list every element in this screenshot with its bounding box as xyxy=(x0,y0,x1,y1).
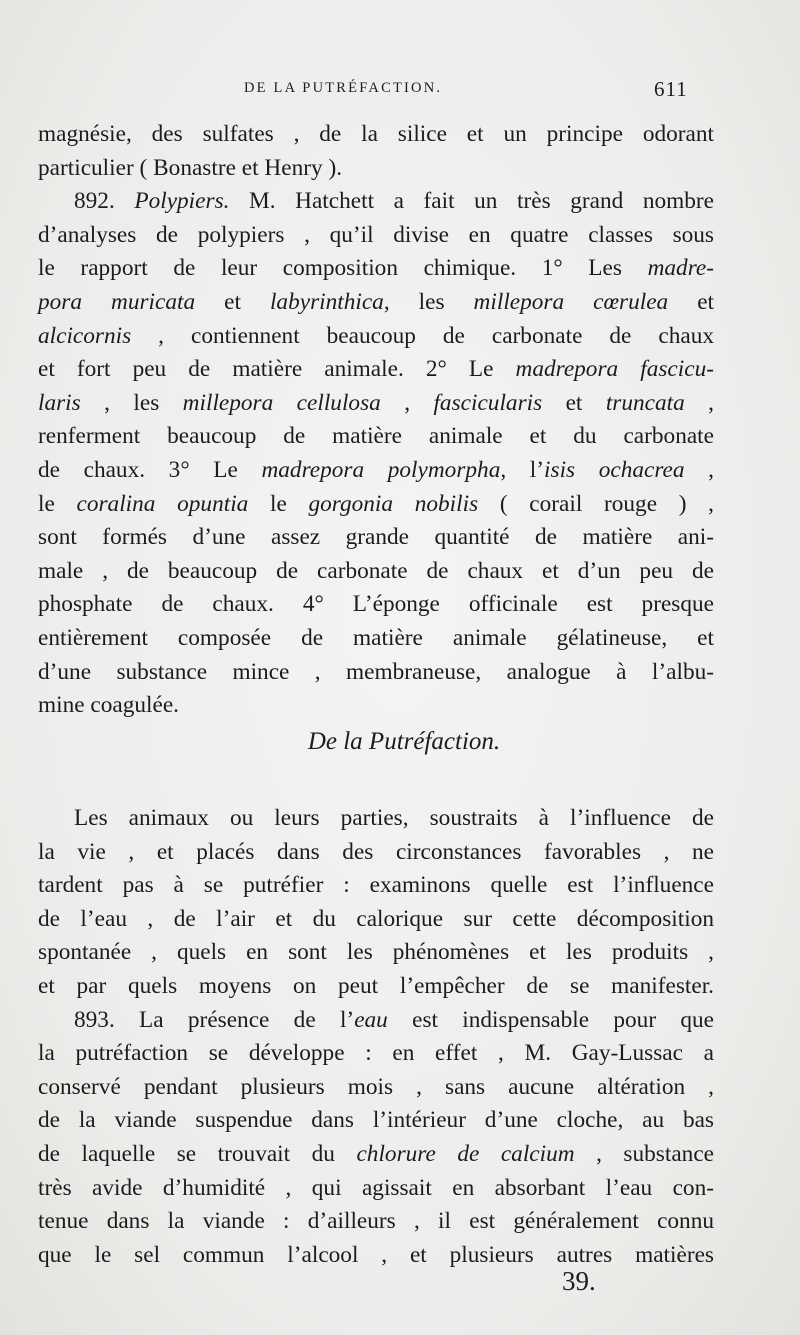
text-line: male , de beaucoup de carbonate de chaux et d’un peu de xyxy=(38,557,714,584)
text-line: tardent pas à se putréfier : examinons quelle est l’influence xyxy=(38,872,714,899)
text-line: la vie , et placés dans des circonstances favorables , ne xyxy=(38,838,714,865)
running-title: DE LA PUTRÉFACTION. xyxy=(244,80,443,96)
italic-term: gorgonia nobilis xyxy=(308,490,479,517)
text-line: d’analyses de polypiers , qu’il divise en quatre classes sous xyxy=(38,221,714,248)
text-line: et par quels moyens on peut l’empêcher de se manifester. xyxy=(38,972,714,999)
text-line: 893. La présence de l’eau est indispensable pour que xyxy=(74,1006,714,1033)
text-line: Les animaux ou leurs parties, soustraits à l’influence de xyxy=(74,805,714,831)
signature-mark: 39. xyxy=(562,1266,596,1296)
italic-term: madrepora polymorpha, xyxy=(261,456,507,483)
page-number: 611 xyxy=(654,77,688,101)
text-line: entièrement composée de matière animale gélatineuse, et xyxy=(38,624,714,651)
italic-term: laris xyxy=(38,389,81,416)
italic-term: truncata xyxy=(605,389,685,416)
running-head xyxy=(0,77,800,104)
paragraph-polypiers xyxy=(38,118,714,723)
text-line: le rapport de leur composition chimique. 1° Les madre- xyxy=(38,255,714,282)
text-line: la putréfaction se développe : en effet , M. Gay-Lussac a xyxy=(38,1040,714,1067)
text-line: sont formés d’une assez grande quantité de matière ani- xyxy=(38,524,714,551)
text-line: particulier ( Bonastre et Henry ). xyxy=(38,154,343,181)
text-line: renferment beaucoup de matière animale et du carbonate xyxy=(38,423,714,450)
text-line: conservé pendant plusieurs mois , sans aucune altération , xyxy=(38,1073,714,1100)
italic-term: alcicornis xyxy=(38,322,132,349)
paragraph-putrefaction xyxy=(38,802,714,1272)
text-line: magnésie, des sulfates , de la silice et un principe odorant xyxy=(38,121,714,147)
text-line: que le sel commun l’alcool , et plusieurs autres matières xyxy=(38,1241,714,1268)
italic-term: madre- xyxy=(647,255,714,282)
text-line: le coralina opuntia le gorgonia nobilis ( corail rouge ) , xyxy=(38,490,714,517)
text-line: et fort peu de matière animale. 2° Le madrepora fascicu- xyxy=(38,356,714,383)
text-line: d’une substance mince , membraneuse, analogue à l’albu- xyxy=(38,658,714,685)
italic-term: fascicularis xyxy=(433,389,543,416)
text-line: de laquelle se trouvait du chlorure de calcium , substance xyxy=(38,1140,714,1167)
text-line: 892. Polypiers. M. Hatchett a fait un très grand nombre xyxy=(74,188,714,215)
italic-term: labyrinthica xyxy=(269,288,384,315)
text-line: laris , les millepora cellulosa , fascicularis et truncata , xyxy=(38,389,714,416)
italic-term: millepora cellulosa xyxy=(182,389,381,416)
italic-term: coralina opuntia xyxy=(76,490,249,517)
text-line: pora muricata et labyrinthica, les millepora cœrulea et xyxy=(38,288,715,315)
italic-term: isis ochacrea xyxy=(544,456,685,483)
text-line: de chaux. 3° Le madrepora polymorpha, l’isis ochacrea , xyxy=(38,456,714,483)
section-heading: De la Putréfaction. xyxy=(307,728,501,755)
text-line: alcicornis , contiennent beaucoup de carbonate de chaux xyxy=(38,322,714,349)
italic-term: pora muricata xyxy=(38,288,196,315)
text-line: de l’eau , de l’air et du calorique sur cette décomposition xyxy=(38,905,714,932)
text-line: phosphate de chaux. 4° L’éponge officinale est presque xyxy=(38,591,714,618)
text-line: tenue dans la viande : d’ailleurs , il est généralement connu xyxy=(38,1208,714,1235)
italic-term: eau xyxy=(354,1006,388,1033)
italic-term: madrepora fascicu- xyxy=(515,356,714,383)
text-line: spontanée , quels en sont les phénomènes et les produits , xyxy=(38,939,714,966)
text-line: très avide d’humidité , qui agissait en absorbant l’eau con- xyxy=(38,1174,714,1201)
text-line: mine coagulée. xyxy=(38,692,180,719)
text-line: de la viande suspendue dans l’intérieur d’une cloche, au bas xyxy=(38,1107,714,1134)
italic-term: millepora cœrulea xyxy=(473,288,669,315)
italic-term: Polypiers. xyxy=(134,188,230,215)
italic-term: chlorure de calcium xyxy=(356,1140,575,1167)
